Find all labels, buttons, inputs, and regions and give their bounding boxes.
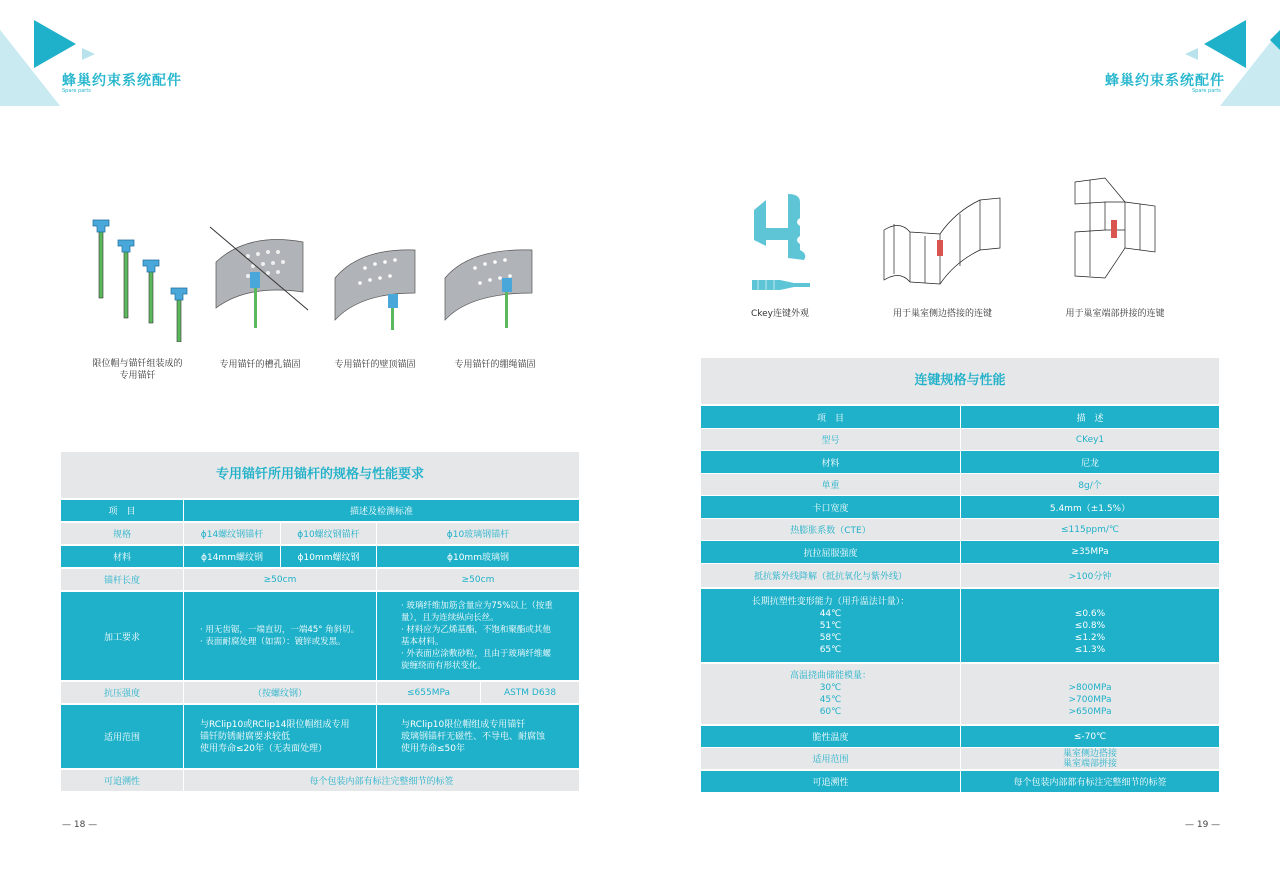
right-scope-value: 巢室侧边搭接 巢室端部拼接 (960, 748, 1219, 769)
creep-label: 长期抗塑性变形能力（用升温法计量）： 44℃ 51℃ 58℃ 65℃ (751, 596, 910, 655)
right-header-title: 蜂巢约束系统配件 (1105, 73, 1225, 89)
scope-c1: 与RClip10或RClip14限位帽组成专用 锚钎防锈耐腐要求较低 使用寿命≤20年（无表面处理） (183, 705, 376, 768)
wall-top-anchoring-illustration (330, 238, 420, 333)
caption-slot-anchoring: 专用锚钎的槽孔锚固 (219, 360, 301, 370)
strength-c2: ≤655MPa (376, 682, 480, 703)
process-c2: · 玻璃纤维加筋含量应为75%以上（按重 量），且为连续纵向长丝。 · 材料应为乙烯基酯，不饱和聚酯或其他 基本材料。 · 外表面应涂敷砂粒，且由于玻璃纤维螺 旋缠绕而有形状变化。 (376, 592, 579, 680)
caption-side-lap-connector: 用于巢室侧边搭接的连键 (892, 309, 992, 319)
uv-label: 抵抗紫外线降解（抵抗氧化与紫外线） (753, 572, 907, 582)
tensile-value: ≥35MPa (960, 541, 1219, 563)
process-c1: · 用无齿锯，一端直切，一端45° 角斜切。 · 表面耐腐处理（如需）：镀锌或发黑。 (183, 592, 376, 680)
scope-c2: 与RClip10限位帽组成专用锚钎 玻璃钢锚杆无磁性、不导电、耐腐蚀 使用寿命≤50年 (376, 705, 579, 768)
row-tensile (701, 541, 1219, 563)
row-clip-width (701, 496, 1219, 518)
uv-value: >100分钟 (960, 564, 1219, 587)
row-uv (701, 564, 1219, 587)
head-desc: 描述及检测标准 (183, 500, 579, 521)
right-trace-label: 可追溯性 (812, 778, 849, 788)
row-modulus (701, 664, 1219, 724)
ckey-material-value: 尼龙 (960, 451, 1219, 473)
trace-c1: 每个包装内部有标注完整细节的标签 (183, 770, 579, 791)
row-right-trace (701, 771, 1219, 792)
length-label: 锚杆长度 (103, 576, 140, 586)
row-right-scope (701, 748, 1219, 769)
row-process (61, 592, 579, 680)
spec-c1: ϕ14螺纹钢锚杆 (183, 523, 280, 544)
row-cte (701, 519, 1219, 540)
right-header-triangles (1100, 0, 1280, 110)
spec-c2: ϕ10螺纹钢锚杆 (280, 523, 376, 544)
spec-label: 规格 (112, 530, 131, 540)
right-header-subtitle: Spare parts (1192, 88, 1221, 94)
side-lap-connector-illustration (880, 190, 1005, 295)
modulus-value: >800MPa >700MPa >650MPa (960, 664, 1219, 724)
spec-c3: ϕ10玻璃钢锚杆 (376, 523, 579, 544)
length-c2: ≥50cm (376, 569, 579, 590)
right-head-item: 项 目 (816, 413, 844, 424)
row-material (61, 546, 579, 567)
caption-guy-rope-anchoring: 专用锚钎的绷绳锚固 (454, 360, 536, 370)
ckey-connector-illustration (748, 188, 818, 298)
clip-width-label: 卡口宽度 (812, 503, 849, 514)
left-page-number: — 18 — (62, 820, 98, 830)
caption-wall-top-anchoring: 专用锚钎的壁顶锚固 (334, 360, 416, 370)
right-scope-label: 适用范围 (812, 755, 849, 765)
row-scope (61, 705, 579, 768)
clip-width-value: 5.4mm（±1.5%） (960, 496, 1219, 518)
strength-c1: （按螺纹钢） (183, 682, 376, 703)
length-c1: ≥50cm (183, 569, 376, 590)
guy-rope-anchoring-illustration (440, 238, 540, 333)
left-table-title: 专用锚钎所用锚杆的规格与性能要求 (61, 452, 579, 498)
caption-anchor-assembly: 限位帽与锚钎组装成的 专用锚钎 (92, 359, 183, 381)
right-trace-value: 每个包装内部都有标注完整细节的标签 (960, 771, 1219, 792)
row-spec (61, 523, 579, 544)
material-c3: ϕ10mm玻璃钢 (376, 546, 579, 567)
unit-weight-value: 8g/个 (960, 474, 1219, 495)
brittle-value: ≤-70℃ (960, 726, 1219, 747)
row-length (61, 569, 579, 590)
right-table-head (701, 406, 1219, 428)
model-label: 型号 (821, 436, 840, 446)
unit-weight-label: 单重 (821, 481, 840, 491)
row-model (701, 429, 1219, 450)
modulus-label: 高温挠曲储能模量： 30℃ 45℃ 60℃ (789, 671, 871, 717)
right-table-title: 连键规格与性能 (701, 358, 1219, 404)
scope-label: 适用范围 (103, 733, 140, 743)
process-label: 加工要求 (103, 632, 140, 643)
row-trace (61, 770, 579, 791)
right-head-desc: 描 述 (960, 406, 1219, 428)
creep-value: ≤0.6% ≤0.8% ≤1.2% ≤1.3% (960, 589, 1219, 662)
slot-anchoring-illustration (208, 222, 313, 332)
caption-end-splice-connector: 用于巢室端部拼接的连键 (1065, 309, 1165, 319)
anchor-assembly-illustration (82, 212, 192, 342)
row-unit-weight (701, 474, 1219, 495)
end-splice-connector-illustration (1065, 172, 1165, 287)
left-header-title: 蜂巢约束系统配件 (62, 73, 182, 89)
material-label: 材料 (112, 553, 131, 563)
row-brittle (701, 726, 1219, 747)
row-ckey-material (701, 451, 1219, 473)
row-strength (61, 682, 579, 703)
material-c2: ϕ10mm螺纹钢 (280, 546, 376, 567)
material-c1: ϕ14mm螺纹钢 (183, 546, 280, 567)
head-item: 项 目 (108, 507, 136, 517)
left-header-subtitle: Spare parts (62, 88, 91, 94)
brittle-label: 脆性温度 (812, 733, 849, 743)
strength-label: 抗压强度 (103, 689, 140, 699)
cte-label: 热膨胀系数（CTE） (790, 526, 871, 536)
left-table-head (61, 500, 579, 521)
row-creep (701, 589, 1219, 662)
model-value: CKey1 (960, 429, 1219, 450)
trace-label: 可追溯性 (103, 777, 140, 787)
right-page-number: — 19 — (1185, 820, 1221, 830)
caption-ckey-appearance: Ckey连键外观 (750, 309, 810, 319)
cte-value: ≤115ppm/℃ (960, 519, 1219, 540)
tensile-label: 抗拉屈服强度 (803, 548, 858, 559)
strength-c3: ASTM D638 (480, 682, 579, 703)
ckey-material-label: 材料 (821, 458, 840, 469)
